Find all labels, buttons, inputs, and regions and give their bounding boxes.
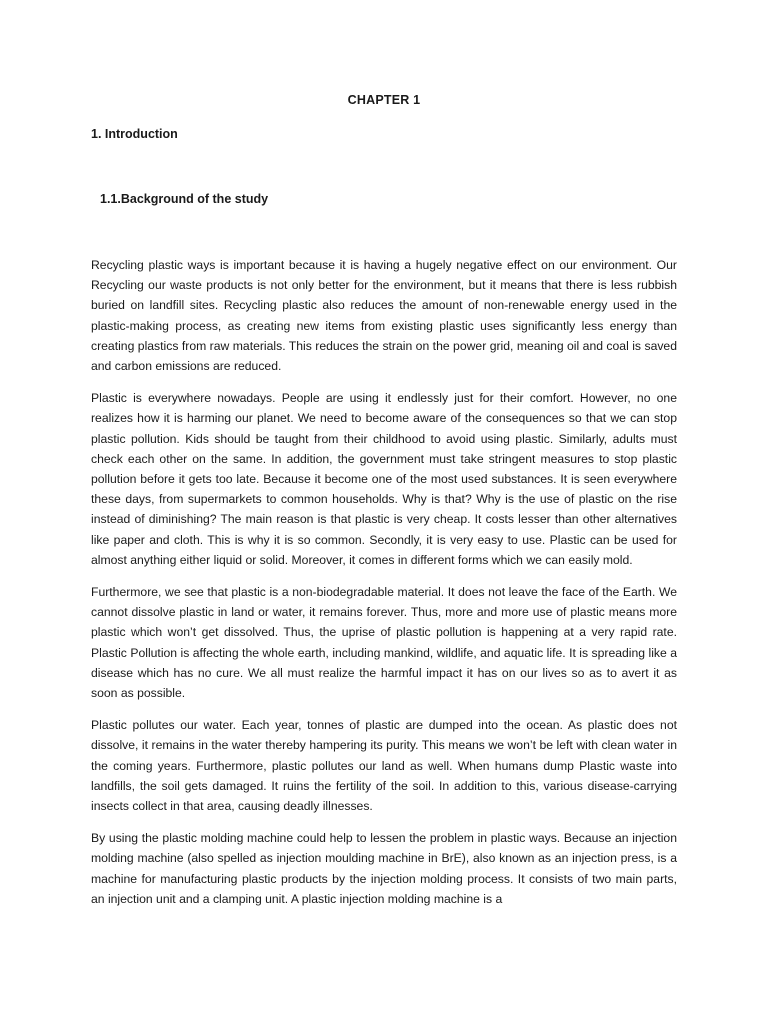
- chapter-title: CHAPTER 1: [347, 93, 421, 107]
- paragraph: Recycling plastic ways is important because it is having a hugely negative effect on our environment. Our Recycling our waste products is not only better for the environment, but it means that there is less rubbish buried on landfill sites. Recycling plastic also reduces the amount of non-renewable energy used in the plastic-making process, as creating new items from existing plastic uses significantly less energy than creating plastics from raw materials. This reduces the strain on the power grid, meaning oil and coal is saved and carbon emissions are reduced.: [91, 258, 677, 374]
- paragraph: By using the plastic molding machine could help to lessen the problem in plastic ways. Because an injection molding machine (also spelled as injection moulding machine in BrE), also known as an injection press, is a machine for manufacturing plastic products by the injection molding process. It consists of two main parts, an injection unit and a clamping unit. A plastic injection molding machine is a: [91, 831, 677, 906]
- subsection-heading: 1.1.Background of the study: [100, 192, 269, 206]
- paragraph: Furthermore, we see that plastic is a non-biodegradable material. It does not leave the face of the Earth. We cannot dissolve plastic in land or water, it remains forever. Thus, more and more use of plastic means more plastic which won’t get dissolved. Thus, the uprise of plastic pollution is happening at a very rapid rate. Plastic Pollution is affecting the whole earth, including mankind, wildlife, and aquatic life. It is spreading like a disease which has no cure. We all must realize the harmful impact it has on our lives so as to avert it as soon as possible.: [91, 585, 677, 701]
- paragraph: Plastic is everywhere nowadays. People are using it endlessly just for their comfort. However, no one realizes how it is harming our planet. We need to become aware of the consequences so that we can stop plastic pollution. Kids should be taught from their childhood to avoid using plastic. Similarly, adults must check each other on the same. In addition, the government must take stringent measures to stop plastic pollution before it gets too late. Because it become one of the most used substances. It is seen everywhere these days, from supermarkets to common households. Why is that? Why is the use of plastic on the rise instead of diminishing? The main reason is that plastic is very cheap. It costs lesser than other alternatives like paper and cloth. This is why it is so common. Secondly, it is very easy to use. Plastic can be used for almost anything either liquid or solid. Moreover, it comes in different forms which we can easily mold.: [91, 391, 677, 567]
- paragraph: Plastic pollutes our water. Each year, tonnes of plastic are dumped into the ocean. As plastic does not dissolve, it remains in the water thereby hampering its purity. This means we won’t be left with clean water in the coming years. Furthermore, plastic pollutes our land as well. When humans dump Plastic waste into landfills, the soil gets damaged. It ruins the fertility of the soil. In addition to this, various disease-carrying insects collect in that area, causing deadly illnesses.: [91, 718, 677, 814]
- body-text: [91, 255, 677, 921]
- section-heading: 1. Introduction: [91, 127, 178, 141]
